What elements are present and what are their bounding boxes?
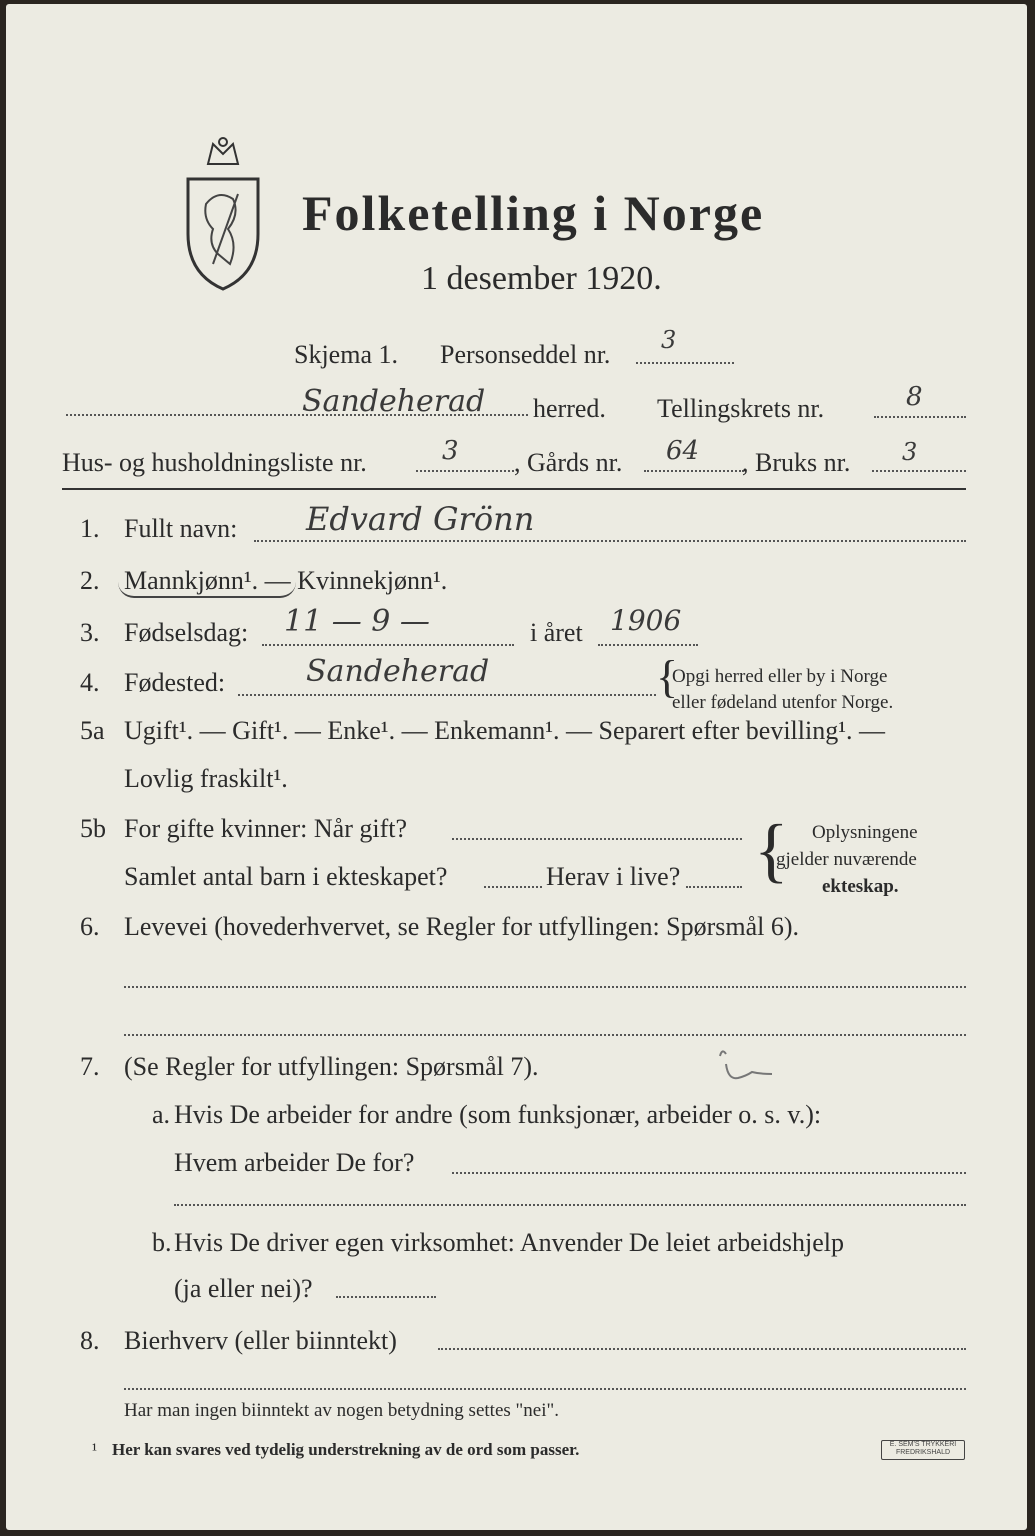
q3-number: 3. [80, 618, 100, 647]
q2-number: 2. [80, 566, 100, 595]
q6-answer-line-1[interactable] [124, 986, 966, 988]
q7b-line-1: Hvis De driver egen virksomhet: Anvender De leiet arbeidshjelp [174, 1228, 845, 1257]
form-date: 1 desember 1920. [421, 260, 662, 297]
married-when-label: For gifte kvinner: Når gift? [124, 814, 408, 843]
skjema-label: Skjema 1. [294, 340, 398, 369]
q4-note-2: eller fødeland utenfor Norge. [672, 692, 894, 713]
tellingskrets-label: Tellingskrets nr. [657, 394, 825, 423]
hus-label: Hus- og husholdningsliste nr. [62, 448, 367, 477]
birthdate-value[interactable]: 11 — 9 — [284, 604, 430, 639]
q5b-note-2: gjelder nuværende [776, 849, 917, 870]
footnote-text: Her kan svares ved tydelig understrekning av de ord som passer. [112, 1440, 580, 1459]
bruks-value[interactable]: 3 [902, 438, 918, 466]
herred-label: herred. [533, 394, 606, 423]
full-name-value[interactable]: Edvard Grönn [306, 500, 535, 538]
marital-options-cont[interactable]: Lovlig fraskilt¹. [124, 764, 288, 793]
q7b-line-2: (ja eller nei)? [174, 1274, 313, 1303]
personseddel-value[interactable]: 3 [661, 326, 677, 354]
q7a-line-1: Hvis De arbeider for andre (som funksjonær, arbeider o. s. v.): [174, 1100, 822, 1129]
footnote-mark: ¹ [92, 1440, 98, 1459]
q6-label: Levevei (hovederhvervet, se Regler for utfyllingen: Spørsmål 6). [124, 912, 800, 941]
q8-number: 8. [80, 1326, 100, 1355]
q1-label: Fullt navn: [124, 514, 238, 543]
q5b-brace: { [754, 810, 789, 890]
q7b-number: b. [152, 1228, 172, 1257]
coat-of-arms-icon [178, 134, 268, 294]
gards-value[interactable]: 64 [666, 436, 700, 466]
employer-label: Hvem arbeider De for? [174, 1148, 415, 1177]
gender-options[interactable]: Mannkjønn¹. — Kvinnekjønn¹. [124, 566, 448, 595]
employer-field[interactable] [452, 1172, 966, 1174]
q5b-note-3: ekteskap. [822, 876, 899, 897]
q4-note-1: Opgi herred eller by i Norge [672, 666, 888, 687]
marital-options[interactable]: Ugift¹. — Gift¹. — Enke¹. — Enkemann¹. — Separert efter bevilling¹. — [124, 716, 886, 745]
side-income-field[interactable] [438, 1348, 966, 1350]
gender-underline-mark [118, 582, 296, 598]
q7-number: 7. [80, 1052, 100, 1081]
q8-label: Bierhverv (eller biinntekt) [124, 1326, 397, 1355]
gards-label: , Gårds nr. [514, 448, 623, 477]
census-form [6, 4, 1027, 1530]
form-title: Folketelling i Norge [302, 185, 765, 241]
side-income-field-2[interactable] [124, 1388, 966, 1390]
header-divider [62, 488, 966, 490]
employer-field-2[interactable] [174, 1204, 966, 1206]
bruks-label: , Bruks nr. [742, 448, 851, 477]
q4-number: 4. [80, 668, 100, 697]
pencil-mark-icon [712, 1044, 782, 1088]
q7a-number: a. [152, 1100, 171, 1129]
herred-value[interactable]: Sandeherad [302, 384, 486, 419]
hus-value[interactable]: 3 [442, 436, 459, 466]
q7-label: (Se Regler for utfyllingen: Spørsmål 7). [124, 1052, 539, 1081]
hired-help-field[interactable] [336, 1296, 436, 1298]
q4-brace: { [656, 651, 679, 702]
children-label: Samlet antal barn i ekteskapet? [124, 862, 448, 891]
q1-number: 1. [80, 514, 100, 543]
printer-stamp: E. SEM'S TRYKKERI FREDRIKSHALD [881, 1440, 965, 1460]
q5b-note-1: Oplysningene [812, 822, 918, 843]
q5b-number: 5b [80, 814, 106, 843]
birthplace-value[interactable]: Sandeherad [306, 654, 490, 689]
no-income-note: Har man ingen biinntekt av nogen betydning settes "nei". [124, 1400, 559, 1421]
q4-label: Fødested: [124, 668, 226, 697]
birth-year-value[interactable]: 1906 [610, 604, 682, 637]
alive-label: Herav i live? [546, 862, 681, 891]
personseddel-label: Personseddel nr. [440, 340, 611, 369]
tellingskrets-value[interactable]: 8 [906, 382, 923, 412]
q6-answer-line-2[interactable] [124, 1034, 966, 1036]
q3-label: Fødselsdag: [124, 618, 249, 647]
q6-number: 6. [80, 912, 100, 941]
year-label: i året [530, 618, 583, 647]
q5a-number: 5a [80, 716, 105, 745]
